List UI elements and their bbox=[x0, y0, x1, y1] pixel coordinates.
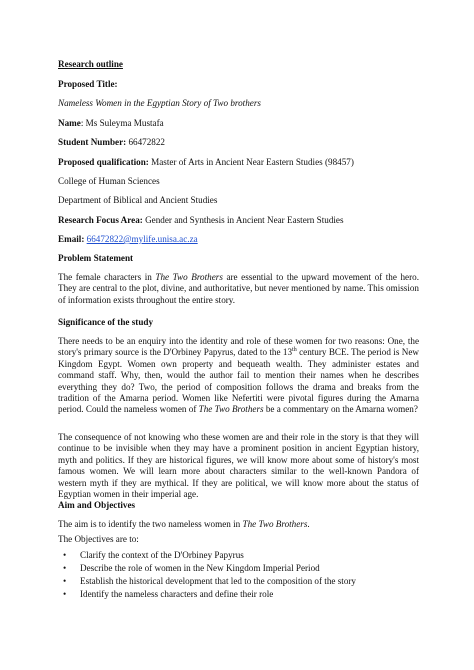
objectives-list bbox=[58, 549, 438, 601]
email-label: Email: bbox=[58, 234, 85, 244]
problem-heading: Problem Statement bbox=[58, 253, 134, 263]
significance-heading: Significance of the study bbox=[58, 317, 154, 327]
list-item: • Identify the nameless characters and define their role bbox=[63, 588, 274, 599]
proposed-title: Nameless Women in the Egyptian Story of Two brothers bbox=[58, 98, 261, 108]
bullet-icon: • bbox=[63, 562, 67, 573]
aim-heading: Aim and Objectives bbox=[58, 500, 136, 510]
outline-heading: Research outline bbox=[58, 59, 123, 69]
bullet-icon: • bbox=[63, 588, 67, 599]
email-link[interactable]: 66472822@mylife.unisa.ac.za bbox=[86, 234, 198, 244]
aim-line: The aim is to identify the two nameless women in The Two Brothers. bbox=[58, 519, 310, 529]
name-line bbox=[58, 118, 164, 129]
list-item: • Establish the historical development that led to the composition of the story bbox=[63, 575, 356, 586]
bullet-icon: • bbox=[63, 550, 67, 560]
department: Department of Biblical and Ancient Studies bbox=[58, 195, 218, 205]
name-label: Name bbox=[58, 118, 81, 128]
email-line bbox=[58, 234, 198, 245]
list-item: • Clarify the context of the D'Orbiney Papyrus bbox=[63, 550, 244, 560]
list-item: • Describe the role of women in the New Kingdom Imperial Period bbox=[63, 562, 320, 573]
qualification-value: Master of Arts in Ancient Near Eastern Studies (98457) bbox=[148, 157, 354, 167]
focus-value: Gender and Synthesis in Ancient Near Eastern Studies bbox=[142, 215, 344, 225]
qualification-label: Proposed qualification: bbox=[58, 157, 149, 167]
name-value: : Ms Suleyma Mustafa bbox=[80, 118, 164, 128]
significance-paragraph-1: There needs to be an enquiry into the identity and role of these women for two reasons: One, the story's primary source is the D'Orbiney Papyrus, dated to the 13th century BCE. The period is New Kingdom Egypt. Women own property and bequeath wealth. They administer estates and command staff. Why, then, would the author fail to mention their names when he describes everything they do? Two, the period of composition follows the drama and breaks from the tradition of the Amarna period. Women like Nefertiti were pivotal figures during the Amarna period. Could the nameless women of The Two Brothers be a commentary on the Amarna women? bbox=[58, 336, 419, 415]
student-number-line bbox=[58, 137, 165, 148]
problem-paragraph: The female characters in The Two Brothers are essential to the upward movement of the hero. They are central to the plot, divine, and authoritative, but never mentioned by name. This omission of information exists throughout the entire story. bbox=[58, 272, 419, 305]
qualification-line bbox=[58, 157, 354, 168]
focus-area-line bbox=[58, 215, 344, 226]
objectives-intro: The Objectives are to: bbox=[58, 534, 139, 544]
bullet-icon: • bbox=[63, 575, 67, 586]
student-number-label: Student Number: bbox=[58, 137, 127, 147]
focus-label: Research Focus Area: bbox=[58, 215, 143, 225]
proposed-title-label: Proposed Title: bbox=[58, 79, 118, 89]
college: College of Human Sciences bbox=[58, 176, 160, 186]
student-number-value: 66472822 bbox=[126, 137, 165, 147]
significance-paragraph-2: The consequence of not knowing who these women are and their role in the story is that they will continue to be invisible when they may have a prominent position in ancient Egyptian history, myth and politics. If they are historical figures, we will know more about some of history's most famous women. We will learn more about characters similar to the well-known Pandora of western myth if they are mythical. If they are political, we will know more about the status of Egyptian women in their imperial age. bbox=[58, 432, 419, 500]
